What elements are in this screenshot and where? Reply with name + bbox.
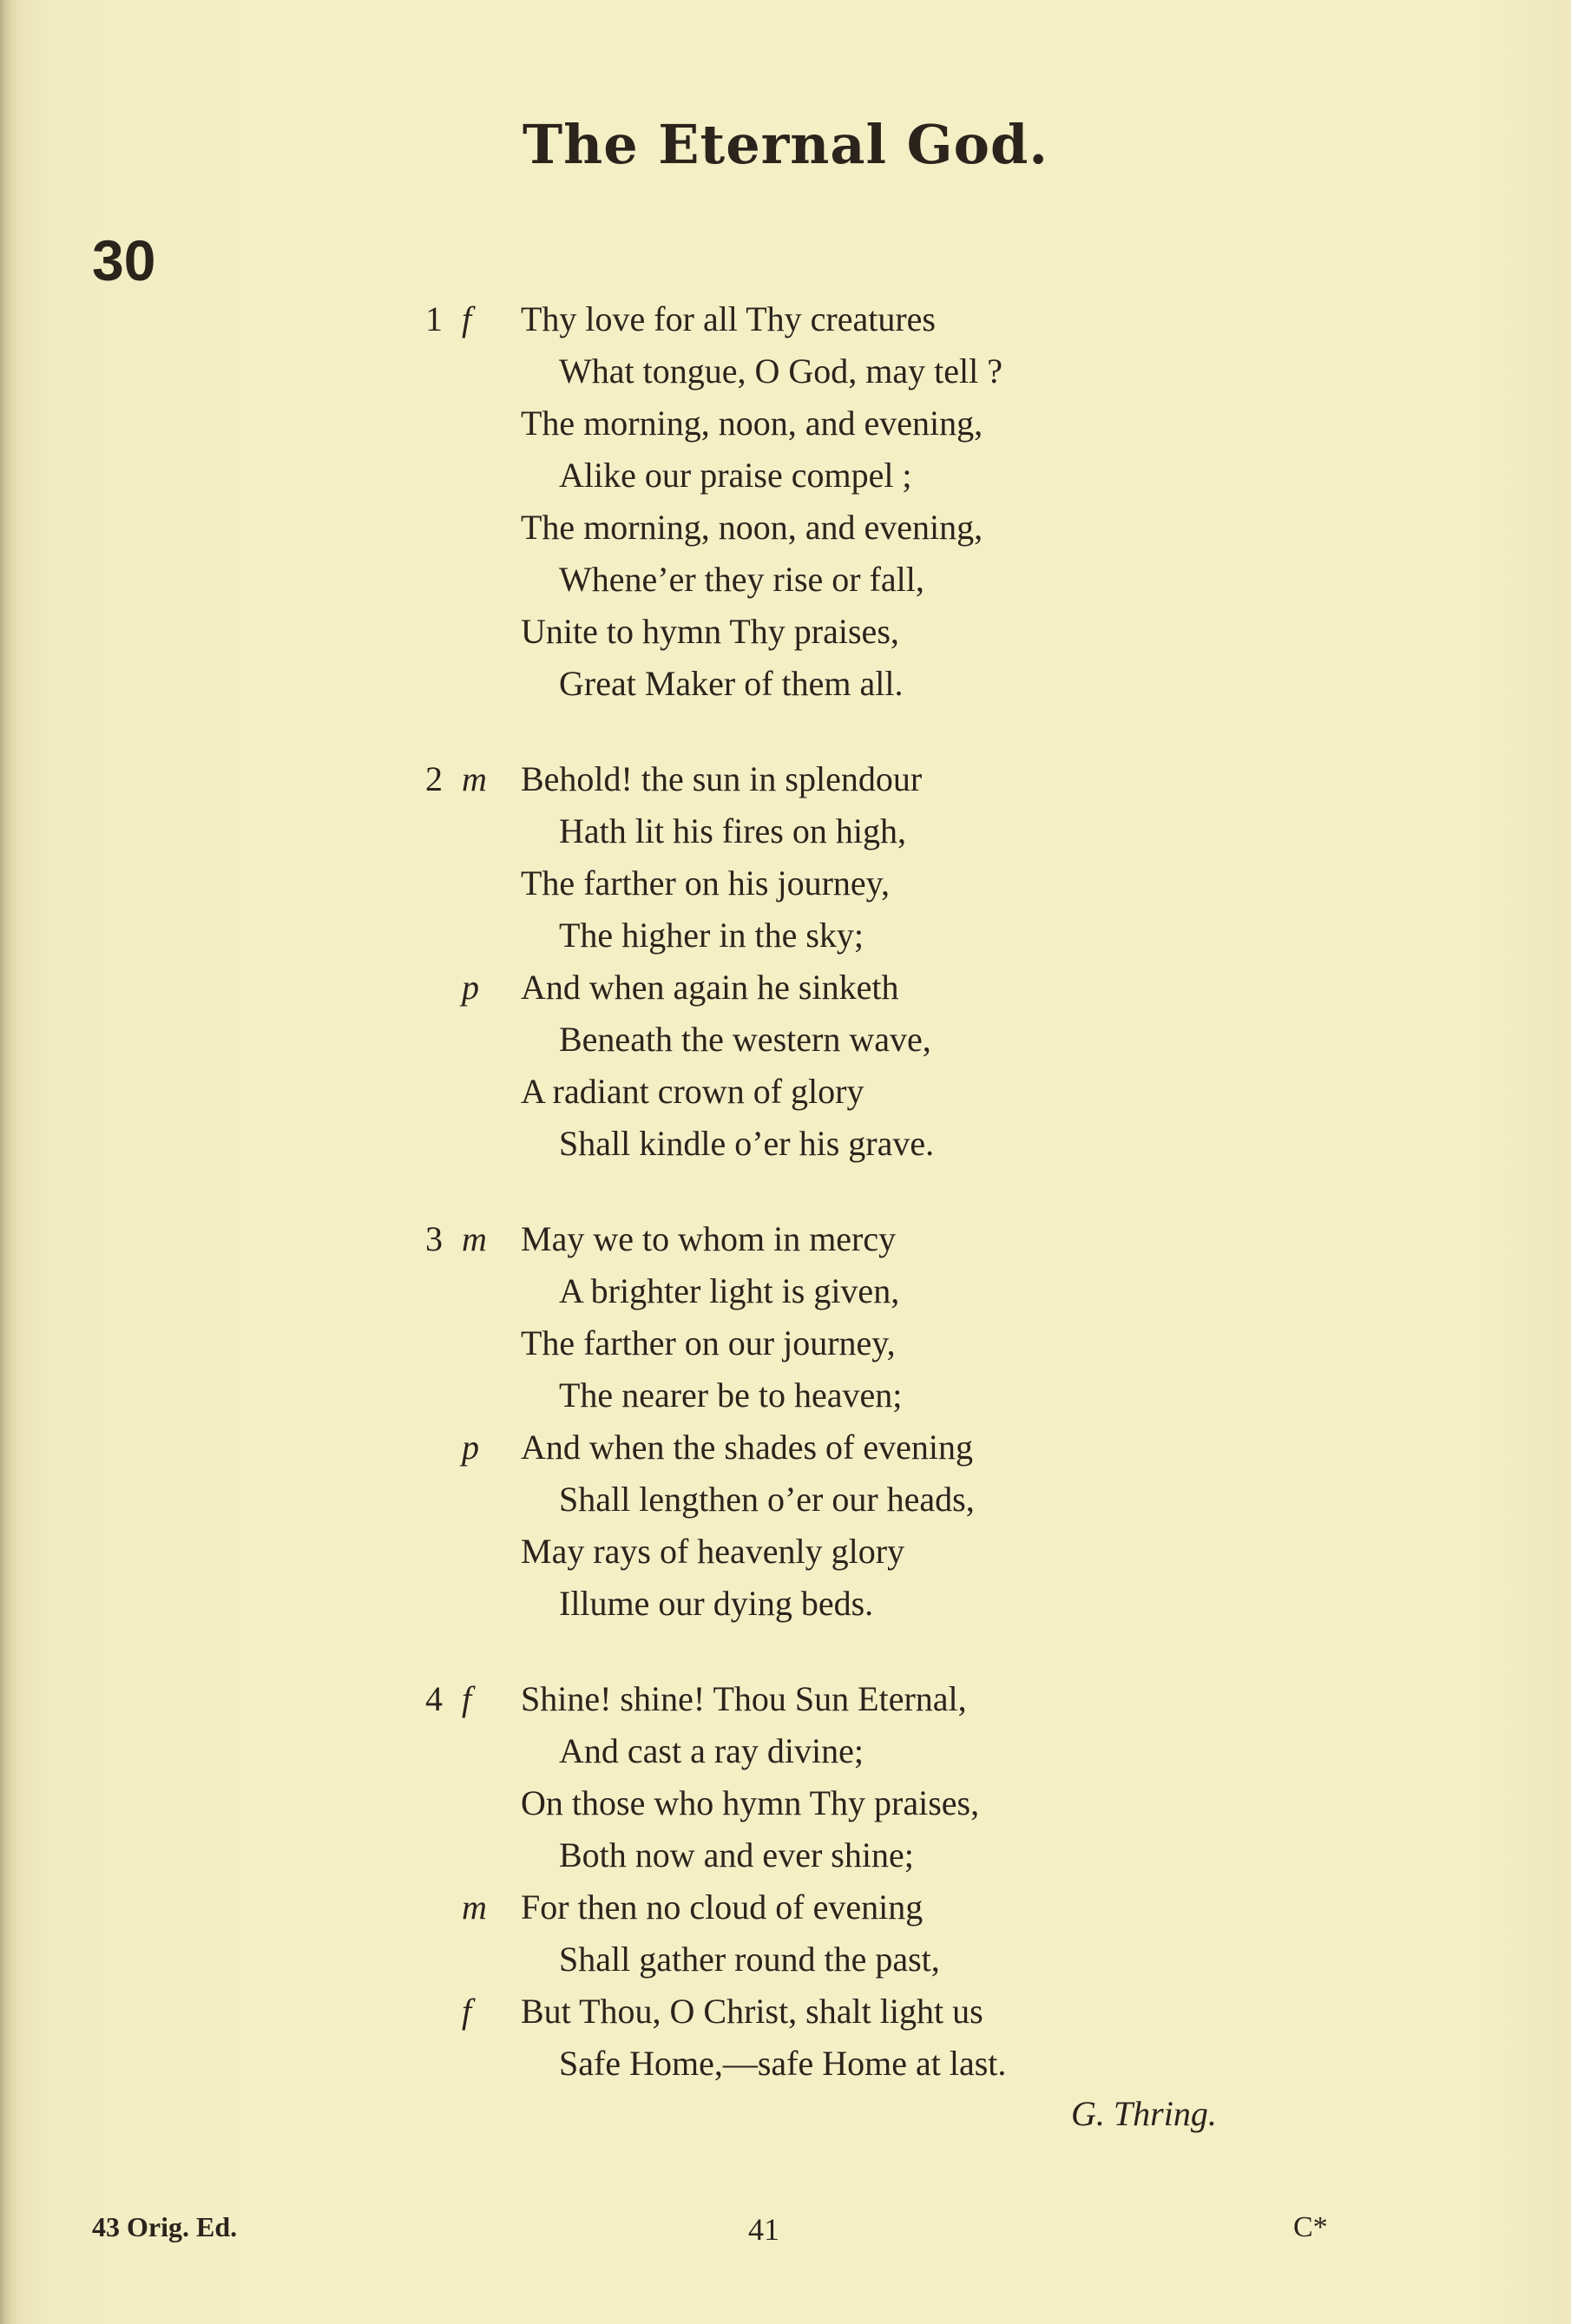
hymn-number: 30	[92, 228, 156, 292]
verse-line-text: Both now and ever shine;	[559, 1835, 914, 1874]
verse-line	[0, 397, 1571, 450]
dynamic-marking: f	[462, 1992, 472, 2031]
dynamic-marking: f	[462, 299, 472, 338]
verse-line-text: Shall gather round the past,	[559, 1940, 940, 1979]
verse-line-text: May rays of heavenly glory	[521, 1532, 905, 1571]
verse-line-text: What tongue, O God, may tell ?	[559, 351, 1002, 391]
verse-line-text: Shall lengthen o’er our heads,	[559, 1480, 975, 1519]
dynamic-marking: m	[462, 759, 487, 798]
verse-line-text: A brighter light is given,	[559, 1271, 900, 1310]
verse-line-text: Beneath the western wave,	[559, 1020, 931, 1059]
dynamic-marking: f	[462, 1679, 472, 1718]
verse-line	[0, 502, 1571, 554]
footer-edition: 43 Orig. Ed.	[92, 2211, 238, 2242]
verse-line-text: And when again he sinketh	[521, 968, 899, 1007]
dynamic-marking: p	[462, 968, 479, 1007]
verse-number: 1	[425, 299, 443, 338]
verse-line	[0, 1014, 1571, 1066]
verse-line-text: On those who hymn Thy praises,	[521, 1783, 980, 1822]
verse-line	[0, 1213, 1571, 1265]
verse-line-text: And when the shades of evening	[521, 1428, 973, 1467]
hymn-author: G. Thring.	[1071, 2094, 1217, 2133]
verse-line	[0, 293, 1571, 345]
verse-line	[0, 1066, 1571, 1118]
verse-line	[0, 1421, 1571, 1474]
verse	[0, 293, 1571, 710]
footer-signature-mark: C*	[1293, 2211, 1328, 2243]
verse-line-text: Unite to hymn Thy praises,	[521, 612, 899, 651]
footer-page-number: 41	[748, 2212, 779, 2247]
verse-line	[0, 1881, 1571, 1933]
verse-line	[0, 753, 1571, 805]
page-title: The Eternal God.	[523, 113, 1048, 176]
verse-line-text: Shine! shine! Thou Sun Eternal,	[521, 1679, 967, 1718]
verse-line-text: And cast a ray divine;	[559, 1731, 864, 1770]
hymn-verses	[0, 293, 1571, 2133]
verse-line	[0, 1986, 1571, 2038]
verse-line	[0, 962, 1571, 1014]
verse-line-text: But Thou, O Christ, shalt light us	[521, 1992, 983, 2031]
verse-line-text: Illume our dying beds.	[559, 1584, 874, 1623]
verse-line-text: Hath lit his fires on high,	[559, 811, 906, 850]
verse	[0, 753, 1571, 1170]
verse-line	[0, 658, 1571, 710]
verse-line	[0, 554, 1571, 606]
verse-line	[0, 1829, 1571, 1881]
verse	[0, 1213, 1571, 1630]
verse-line-text: The higher in the sky;	[559, 916, 864, 955]
verse-line	[0, 1317, 1571, 1369]
verse-line	[0, 606, 1571, 658]
verse-line	[0, 2038, 1571, 2090]
verse-line-text: Alike our praise compel ;	[559, 456, 912, 495]
verse-line	[0, 1474, 1571, 1526]
verse-number: 2	[425, 759, 443, 798]
verse-line-text: The farther on our journey,	[521, 1323, 896, 1362]
verse-line-text: May we to whom in mercy	[521, 1219, 897, 1258]
verse-line	[0, 1725, 1571, 1777]
dynamic-marking: p	[462, 1428, 479, 1467]
verse-line	[0, 1578, 1571, 1630]
verse-line	[0, 345, 1571, 397]
verse-number: 3	[425, 1219, 443, 1258]
verse-number: 4	[425, 1679, 443, 1718]
verse-line	[0, 1118, 1571, 1170]
verse-line-text: Shall kindle o’er his grave.	[559, 1124, 935, 1163]
verse-line	[0, 805, 1571, 857]
dynamic-marking: m	[462, 1887, 487, 1927]
verse-line	[0, 1265, 1571, 1317]
verse-line	[0, 857, 1571, 909]
verse-line-text: Safe Home,—safe Home at last.	[559, 2044, 1007, 2083]
verse-line	[0, 1526, 1571, 1578]
verse-line	[0, 1933, 1571, 1986]
dynamic-marking: m	[462, 1219, 487, 1258]
verse-line-text: Great Maker of them all.	[559, 664, 904, 703]
verse-line-text: The morning, noon, and evening,	[521, 508, 983, 547]
verse-line-text: The farther on his journey,	[521, 863, 891, 903]
verse-line-text: For then no cloud of evening	[521, 1887, 924, 1927]
verse-line-text: The nearer be to heaven;	[559, 1375, 903, 1415]
verse-line-text: Behold! the sun in splendour	[521, 759, 923, 798]
verse-line-text: Whene’er they rise or fall,	[559, 560, 924, 599]
verse-line	[0, 1777, 1571, 1829]
verse-line	[0, 1673, 1571, 1725]
verse-line	[0, 450, 1571, 502]
verse-line	[0, 909, 1571, 962]
verse	[0, 1673, 1571, 2090]
verse-line	[0, 1369, 1571, 1421]
verse-line-text: The morning, noon, and evening,	[521, 404, 983, 443]
verse-line-text: A radiant crown of glory	[521, 1072, 864, 1111]
verse-line-text: Thy love for all Thy creatures	[521, 299, 936, 338]
